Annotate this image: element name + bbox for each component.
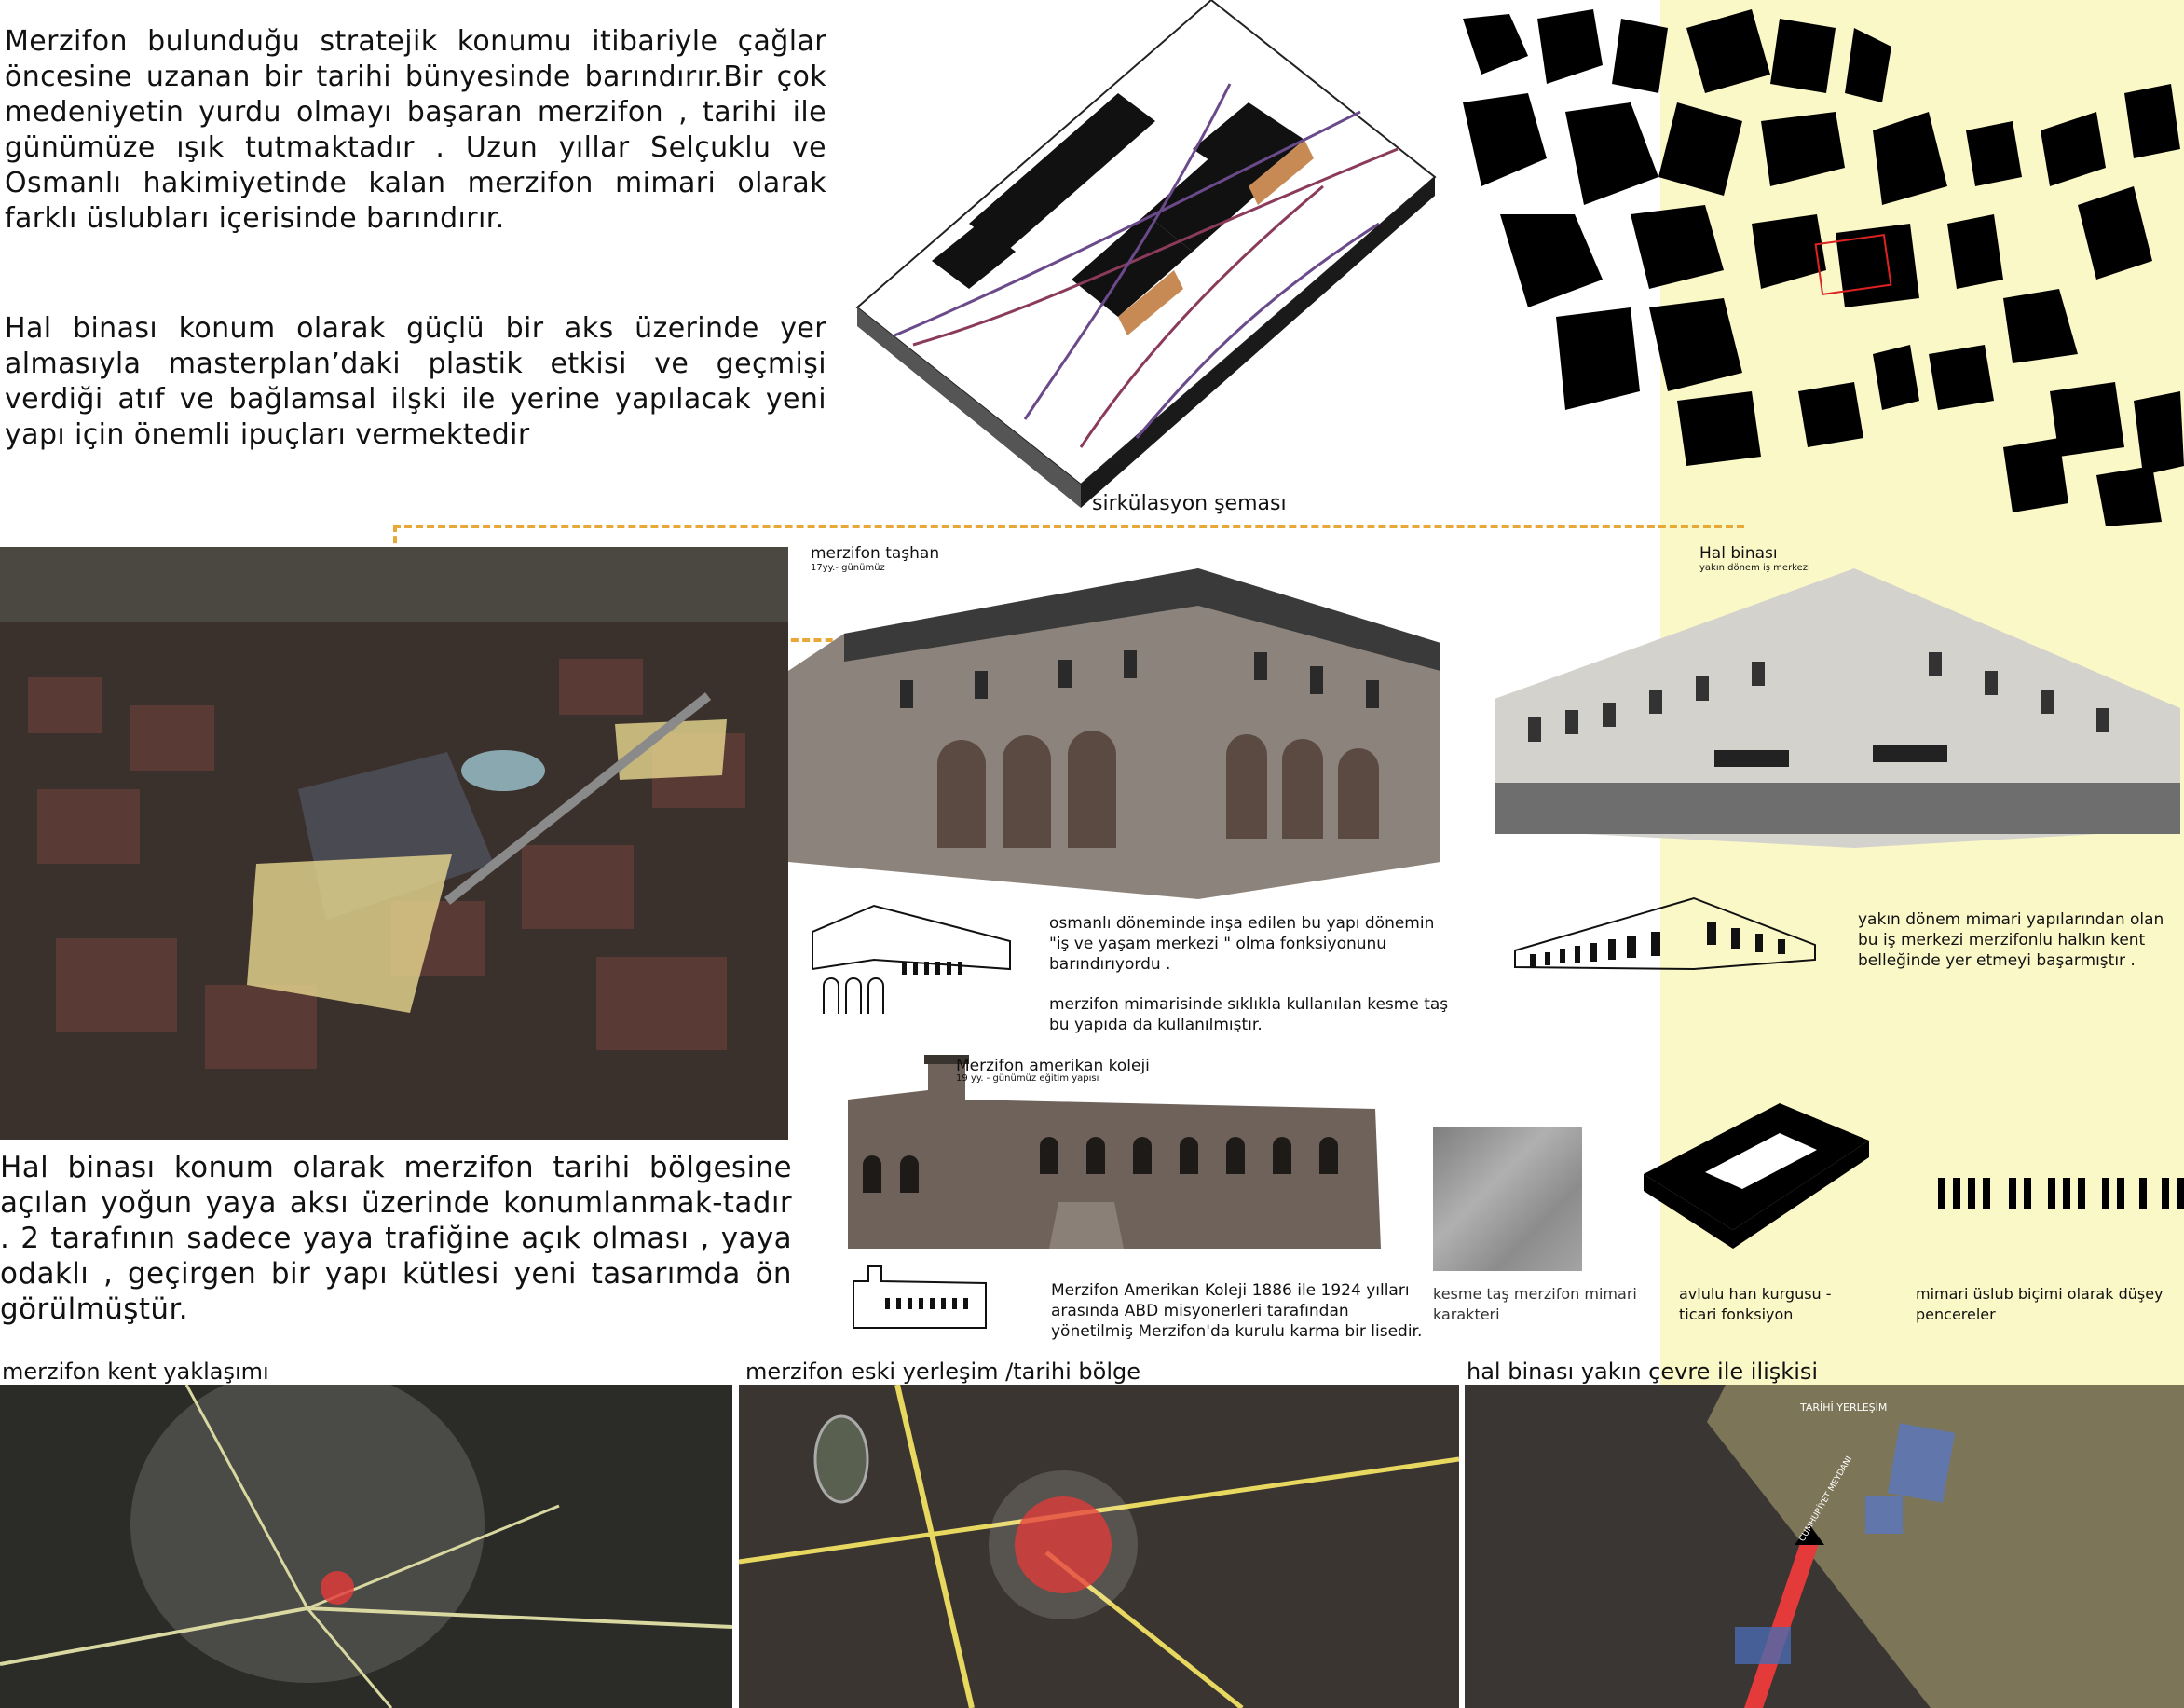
courtyard-caption: avlulu han kurgusu -ticari fonksiyon — [1679, 1285, 1832, 1323]
circulation-caption: sirkülasyon şeması — [1092, 492, 1287, 515]
courtyard-han-diagram — [1640, 1100, 1873, 1249]
vertical-windows-caption: mimari üslub biçimi olarak düşey pencereler — [1916, 1285, 2164, 1323]
cut-stone-caption: kesme taş merzifon mimari karakteri — [1433, 1285, 1637, 1323]
map-1-title: merzifon kent yaklaşımı — [2, 1359, 269, 1385]
middle-paragraph: Hal binası konum olarak merzifon tarihi bölgesine açılan yoğun yaya aksı üzerinde konumlanmak-tadır . 2 tarafının sadece yaya trafiğine açık olması , yaya odaklı , geçirgen bir yapı kütlesi yeni tasarımda ön görülmüştür. — [0, 1151, 792, 1326]
aerial-city-photo — [0, 547, 788, 1140]
square-label: CUMHURİYET MEYDANI — [1797, 1455, 1855, 1544]
figure-ground-map — [1444, 0, 2184, 531]
intro-paragraph-1: Merzifon bulunduğu stratejik konumu itibariyle çağlar öncesine uzanan bir tarihi bünyesinde barındırır.Bir çok medeniyetin yurdu olmayı başaran merzifon , tarihi ile günümüze ışık tutmaktadır . Uzun yıllar Selçuklu ve Osmanlı hakimiyetinde kalan merzifon mimari olarak farklı üslubları içerisinde barındırır. — [5, 25, 826, 235]
hal-binasi-subtitle: yakın dönem iş merkezi — [1699, 563, 1810, 573]
circulation-axonometric-diagram — [839, 0, 1454, 512]
hal-binasi-line-drawing — [1511, 895, 1819, 997]
hal-binasi-title: Hal binası — [1699, 544, 1778, 563]
kolej-description: Merzifon Amerikan Koleji 1886 ile 1924 yılları arasında ABD misyonerleri tarafından yönetilmiş Merzifon'da kurulu karma bir lisedir. — [1051, 1281, 1423, 1341]
tashan-subtitle: 17yy.- günümüz — [811, 563, 885, 573]
tashan-title: merzifon taşhan — [811, 544, 940, 563]
tashan-description-2: merzifon mimarisinde sıklıkla kullanılan kesme taş bu yapıda da kullanılmıştır. — [1049, 995, 1449, 1034]
tashan-description-1: osmanlı döneminde inşa edilen bu yapı dönemin "iş ve yaşam merkezi " olma fonksiyonunu barındırıyordu . — [1049, 914, 1435, 974]
tashan-photo — [788, 550, 1440, 904]
map-historic-district — [739, 1385, 1459, 1708]
hal-binasi-description: yakın dönem mimari yapılarından olan bu iş merkezi merzifonlu halkın kent belleğinde yer etmeyi başarmıştır . — [1858, 910, 2164, 970]
hal-binasi-photo — [1491, 550, 2184, 848]
vertical-windows-diagram — [1938, 1174, 2184, 1215]
kolej-line-drawing — [850, 1263, 990, 1330]
tashan-line-drawing — [809, 904, 1014, 1016]
cut-stone-texture — [1433, 1127, 1582, 1271]
map-2-title: merzifon eski yerleşim /tarihi bölge — [745, 1359, 1140, 1385]
kolej-subtitle: 19 yy. - günümüz eğitim yapısı — [956, 1073, 1099, 1084]
amerikan-koleji-photo — [844, 1044, 1385, 1267]
map-city-approach — [0, 1385, 732, 1708]
map-hal-surroundings — [1465, 1385, 2184, 1708]
kolej-title: Merzifon amerikan koleji — [956, 1057, 1150, 1075]
historic-settlement-label: TARİHİ YERLEŞİM — [1800, 1401, 1888, 1414]
map-3-title: hal binası yakın çevre ile ilişkisi — [1467, 1359, 1819, 1385]
intro-paragraph-2: Hal binası konum olarak güçlü bir aks üzerinde yer almasıyla masterplan’daki plastik etkisi ve geçmişi verdiği atıf ve bağlamsal ilşki ile yerine yapılacak yeni yapı için önemli ipuçları vermektedir — [5, 312, 826, 451]
dashed-connector-horizontal — [393, 525, 1744, 528]
